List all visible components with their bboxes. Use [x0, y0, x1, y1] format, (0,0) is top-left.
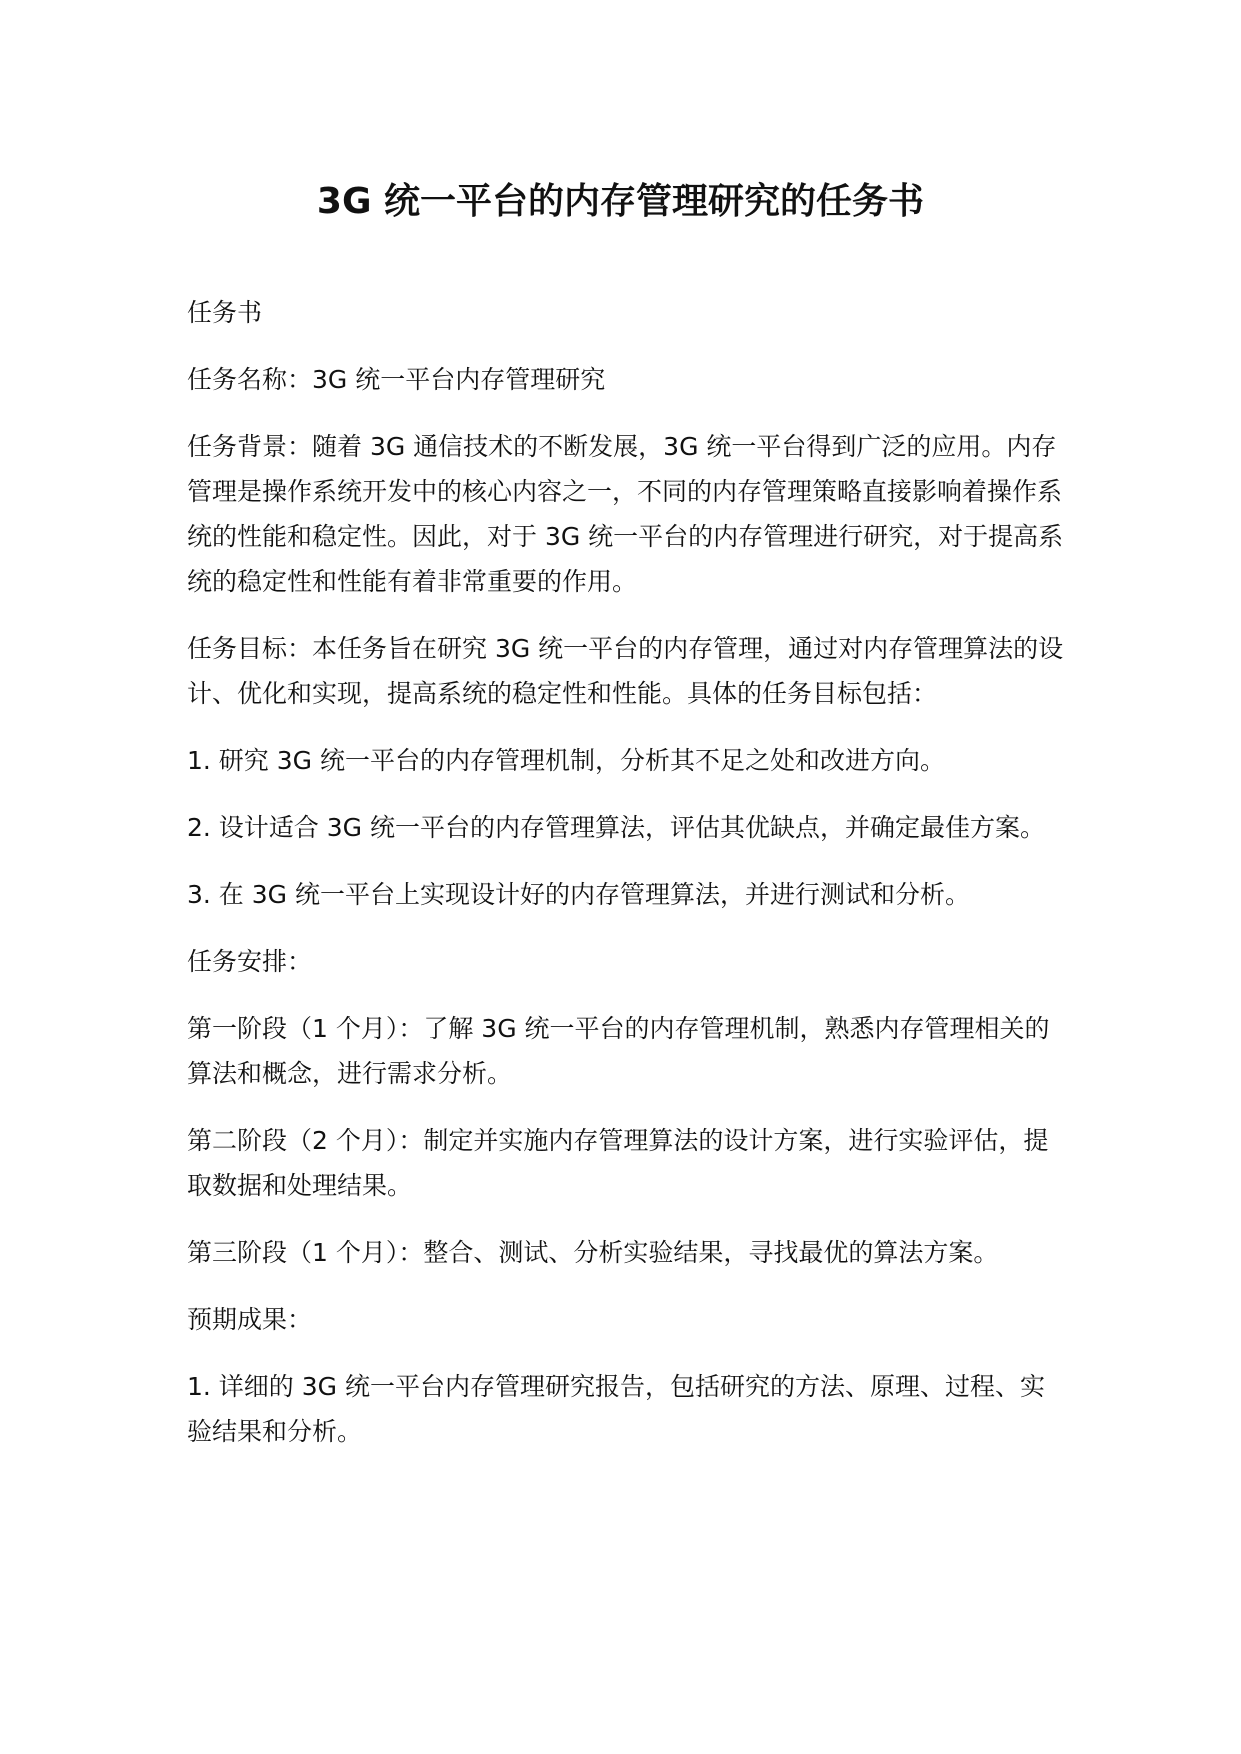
schedule-phase-1: 第一阶段（1 个月）：了解 3G 统一平台的内存管理机制，熟悉内存管理相关的算法和概念，进行需求分析。 — [187, 1014, 1050, 1088]
document-title: 3G 统一平台的内存管理研究的任务书 — [316, 181, 925, 222]
expected-result-item-1: 1. 详细的 3G 统一平台内存管理研究报告，包括研究的方法、原理、过程、实验结果和分析。 — [187, 1372, 1045, 1446]
objective-item-3: 3. 在 3G 统一平台上实现设计好的内存管理算法，并进行测试和分析。 — [187, 880, 970, 909]
schedule-phase-2: 第二阶段（2 个月）：制定并实施内存管理算法的设计方案，进行实验评估，提取数据和处理结果。 — [187, 1126, 1049, 1200]
expected-results-heading: 预期成果： — [187, 1305, 313, 1334]
objective-item-1: 1. 研究 3G 统一平台的内存管理机制，分析其不足之处和改进方向。 — [187, 746, 945, 775]
task-name: 任务名称：3G 统一平台内存管理研究 — [187, 365, 606, 394]
task-schedule-heading: 任务安排： — [187, 947, 313, 976]
heading-task-book: 任务书 — [187, 298, 263, 327]
document-body — [187, 290, 1067, 1476]
objective-item-2: 2. 设计适合 3G 统一平台的内存管理算法，评估其优缺点，并确定最佳方案。 — [187, 813, 1045, 842]
schedule-phase-3: 第三阶段（1 个月）：整合、测试、分析实验结果，寻找最优的算法方案。 — [187, 1238, 999, 1267]
task-background: 任务背景：随着 3G 通信技术的不断发展，3G 统一平台得到广泛的应用。内存管理是操作系统开发中的核心内容之一，不同的内存管理策略直接影响着操作系统的性能和稳定性。因此，对于 3G 统一平台的内存管理进行研究，对于提高系统的稳定性和性能有着非常重要的作用。 — [187, 432, 1064, 596]
task-objective: 任务目标：本任务旨在研究 3G 统一平台的内存管理，通过对内存管理算法的设计、优化和实现，提高系统的稳定性和性能。具体的任务目标包括： — [187, 634, 1064, 708]
